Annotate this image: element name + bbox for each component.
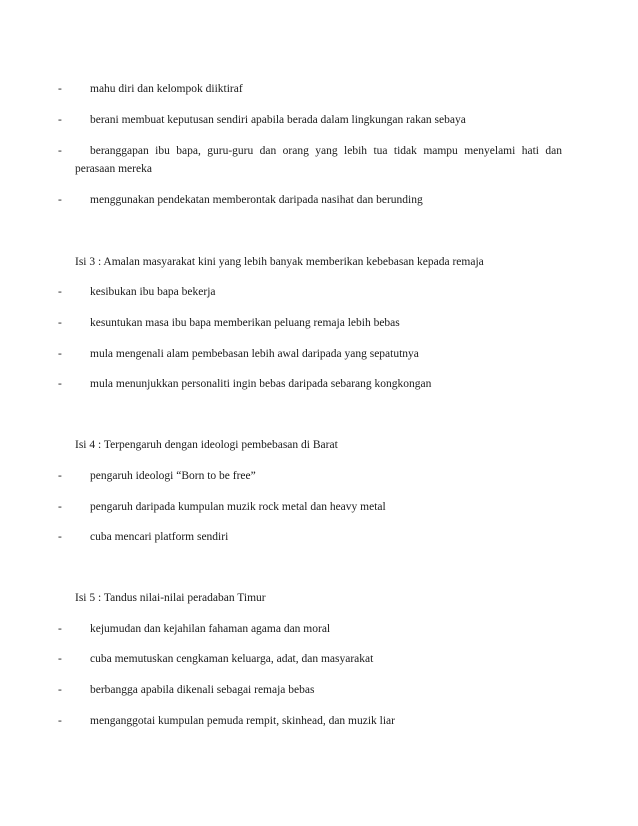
list-item: mula menunjukkan personaliti ingin bebas daripada sebarang kongkongan xyxy=(90,378,432,390)
bullet-dash: - xyxy=(58,684,62,696)
list-item: pengaruh ideologi “Born to be free” xyxy=(90,470,256,482)
section-heading: Isi 5 : Tandus nilai-nilai peradaban Timur xyxy=(75,592,266,604)
bullet-dash: - xyxy=(58,715,62,727)
section-heading: Isi 3 : Amalan masyarakat kini yang lebih banyak memberikan kebebasan kepada remaja xyxy=(75,256,484,268)
list-item: kesuntukan masa ibu bapa memberikan peluang remaja lebih bebas xyxy=(90,317,400,329)
bullet-dash: - xyxy=(58,623,62,635)
bullet-dash: - xyxy=(58,348,62,360)
list-item: mahu diri dan kelompok diiktiraf xyxy=(90,83,243,95)
bullet-dash: - xyxy=(58,317,62,329)
bullet-dash: - xyxy=(58,114,62,126)
list-item-continuation: perasaan mereka xyxy=(75,163,152,175)
bullet-dash: - xyxy=(58,286,62,298)
bullet-dash: - xyxy=(58,501,62,513)
list-item: mula mengenali alam pembebasan lebih awal daripada yang sepatutnya xyxy=(90,348,419,360)
list-item: berbangga apabila dikenali sebagai remaja bebas xyxy=(90,684,315,696)
bullet-dash: - xyxy=(58,145,62,157)
list-item: pengaruh daripada kumpulan muzik rock metal dan heavy metal xyxy=(90,501,386,513)
bullet-dash: - xyxy=(58,378,62,390)
bullet-dash: - xyxy=(58,470,62,482)
list-item: menganggotai kumpulan pemuda rempit, skinhead, dan muzik liar xyxy=(90,715,395,727)
bullet-dash: - xyxy=(58,194,62,206)
bullet-dash: - xyxy=(58,653,62,665)
list-item: beranggapan ibu bapa, guru-guru dan orang yang lebih tua tidak mampu menyelami hati dan xyxy=(90,145,562,157)
list-item: kesibukan ibu bapa bekerja xyxy=(90,286,216,298)
list-item: kejumudan dan kejahilan fahaman agama dan moral xyxy=(90,623,331,635)
list-item: cuba mencari platform sendiri xyxy=(90,531,229,543)
list-item: berani membuat keputusan sendiri apabila berada dalam lingkungan rakan sebaya xyxy=(90,114,466,126)
section-heading: Isi 4 : Terpengaruh dengan ideologi pembebasan di Barat xyxy=(75,439,338,451)
list-item: cuba memutuskan cengkaman keluarga, adat, dan masyarakat xyxy=(90,653,374,665)
bullet-dash: - xyxy=(58,531,62,543)
list-item: menggunakan pendekatan memberontak daripada nasihat dan berunding xyxy=(90,194,423,206)
bullet-dash: - xyxy=(58,83,62,95)
